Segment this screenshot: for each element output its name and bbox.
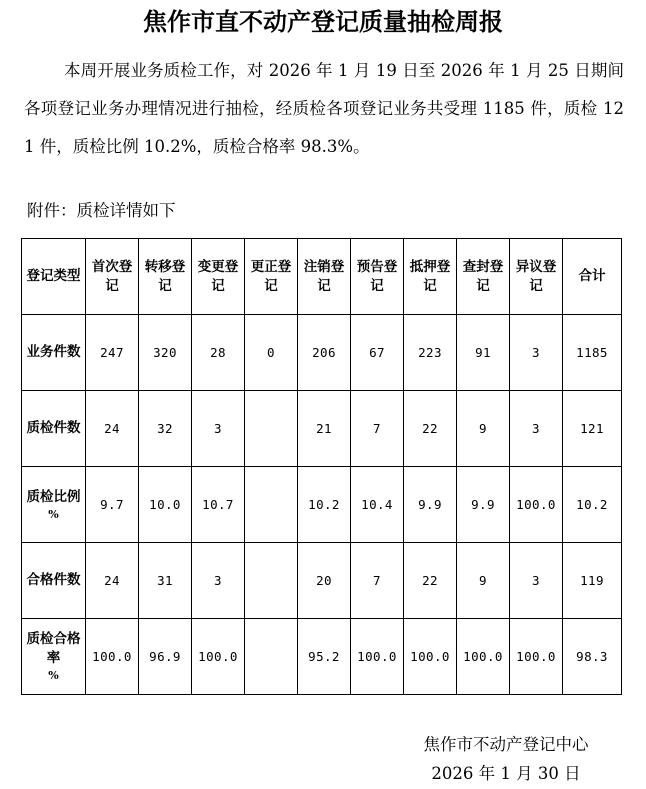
table-cell: 100.0: [404, 619, 457, 695]
table-cell: 9: [457, 543, 510, 619]
table-column-header: 预告登记: [351, 239, 404, 315]
table-column-header: 更正登记: [245, 239, 298, 315]
attachment-label: 附件：质检详情如下: [27, 201, 176, 220]
table-row-header-label: 合格件数: [26, 572, 81, 588]
table-cell: 28: [192, 315, 245, 391]
table-cell: 223: [404, 315, 457, 391]
table-row-header: [22, 619, 86, 695]
table-body: [22, 239, 622, 695]
table-column-header: 转移登记: [139, 239, 192, 315]
table-cell: 3: [192, 543, 245, 619]
table-corner-header: 登记类型: [22, 239, 86, 315]
table-cell: 21: [298, 391, 351, 467]
table-cell: 3: [510, 315, 563, 391]
table-cell: 247: [86, 315, 139, 391]
table-cell: 10.4: [351, 467, 404, 543]
signature-date: 2026 年 1 月 30 日: [431, 764, 581, 783]
table-cell: 100.0: [192, 619, 245, 695]
table-cell: 20: [298, 543, 351, 619]
table-column-header: 首次登记: [86, 239, 139, 315]
table-cell: 67: [351, 315, 404, 391]
table-cell: 91: [457, 315, 510, 391]
table-cell: [245, 391, 298, 467]
table-cell: 100.0: [510, 619, 563, 695]
table-row: [22, 315, 622, 391]
table-cell: 206: [298, 315, 351, 391]
table-row: [22, 543, 622, 619]
signature-block: [386, 730, 626, 788]
table-column-header: 变更登记: [192, 239, 245, 315]
table-cell: 100.0: [351, 619, 404, 695]
table-cell: 119: [563, 543, 622, 619]
table-cell: 7: [351, 391, 404, 467]
page-title: 焦作市直不动产登记质量抽检周报: [143, 7, 503, 36]
table-column-header: 抵押登记: [404, 239, 457, 315]
table-cell: 31: [139, 543, 192, 619]
table-column-header: 异议登记: [510, 239, 563, 315]
quality-inspection-table: [21, 238, 622, 695]
table-cell: 10.0: [139, 467, 192, 543]
table-row-header: [22, 543, 86, 619]
table-cell: [245, 467, 298, 543]
table-column-header: 合计: [563, 239, 622, 315]
table-row-header-unit: %: [48, 507, 59, 521]
table-cell: 32: [139, 391, 192, 467]
body-paragraph: 本周开展业务质检工作，对 2026 年 1 月 19 日至 2026 年 1 月 25 日期间各项登记业务办理情况进行抽检，经质检各项登记业务共受理 1185 件，质检 121 件，质检比例 10.2%，质检合格率 98.3%。: [24, 61, 624, 156]
table-cell: 7: [351, 543, 404, 619]
table-cell: 10.2: [298, 467, 351, 543]
table-cell: [245, 619, 298, 695]
table-cell: 9.9: [457, 467, 510, 543]
table-header-row: [22, 239, 622, 315]
table-row-header-label: 质检合格率: [26, 631, 81, 666]
table-row-header: [22, 391, 86, 467]
table-row-header-unit: %: [48, 669, 59, 682]
table-cell: 3: [510, 543, 563, 619]
table-cell: 100.0: [457, 619, 510, 695]
table-cell: 100.0: [86, 619, 139, 695]
table-column-header: 注销登记: [298, 239, 351, 315]
table-cell: 22: [404, 543, 457, 619]
table-cell: 0: [245, 315, 298, 391]
table-cell: 22: [404, 391, 457, 467]
table-row: [22, 467, 622, 543]
table-cell: 3: [192, 391, 245, 467]
table-cell: 320: [139, 315, 192, 391]
table-row-header: [22, 315, 86, 391]
table-cell: 9.9: [404, 467, 457, 543]
table-cell: 9.7: [86, 467, 139, 543]
table-cell: 121: [563, 391, 622, 467]
table-row: [22, 391, 622, 467]
table-cell: 3: [510, 391, 563, 467]
table-cell: 10.7: [192, 467, 245, 543]
table-row: [22, 619, 622, 695]
table-cell: 95.2: [298, 619, 351, 695]
table-cell: [245, 543, 298, 619]
table-cell: 24: [86, 391, 139, 467]
table-row-header-label: 质检件数: [26, 420, 81, 436]
table-row-header-label: 业务件数: [26, 344, 81, 360]
table-cell: 96.9: [139, 619, 192, 695]
table-cell: 10.2: [563, 467, 622, 543]
table-column-header: 查封登记: [457, 239, 510, 315]
table-cell: 1185: [563, 315, 622, 391]
table-cell: 9: [457, 391, 510, 467]
table-cell: 100.0: [510, 467, 563, 543]
table-row-header-label: 质检比例: [26, 488, 81, 505]
table-row-header: [22, 467, 86, 543]
table-cell: 24: [86, 543, 139, 619]
table-cell: 98.3: [563, 619, 622, 695]
signature-organization: 焦作市不动产登记中心: [423, 735, 589, 754]
